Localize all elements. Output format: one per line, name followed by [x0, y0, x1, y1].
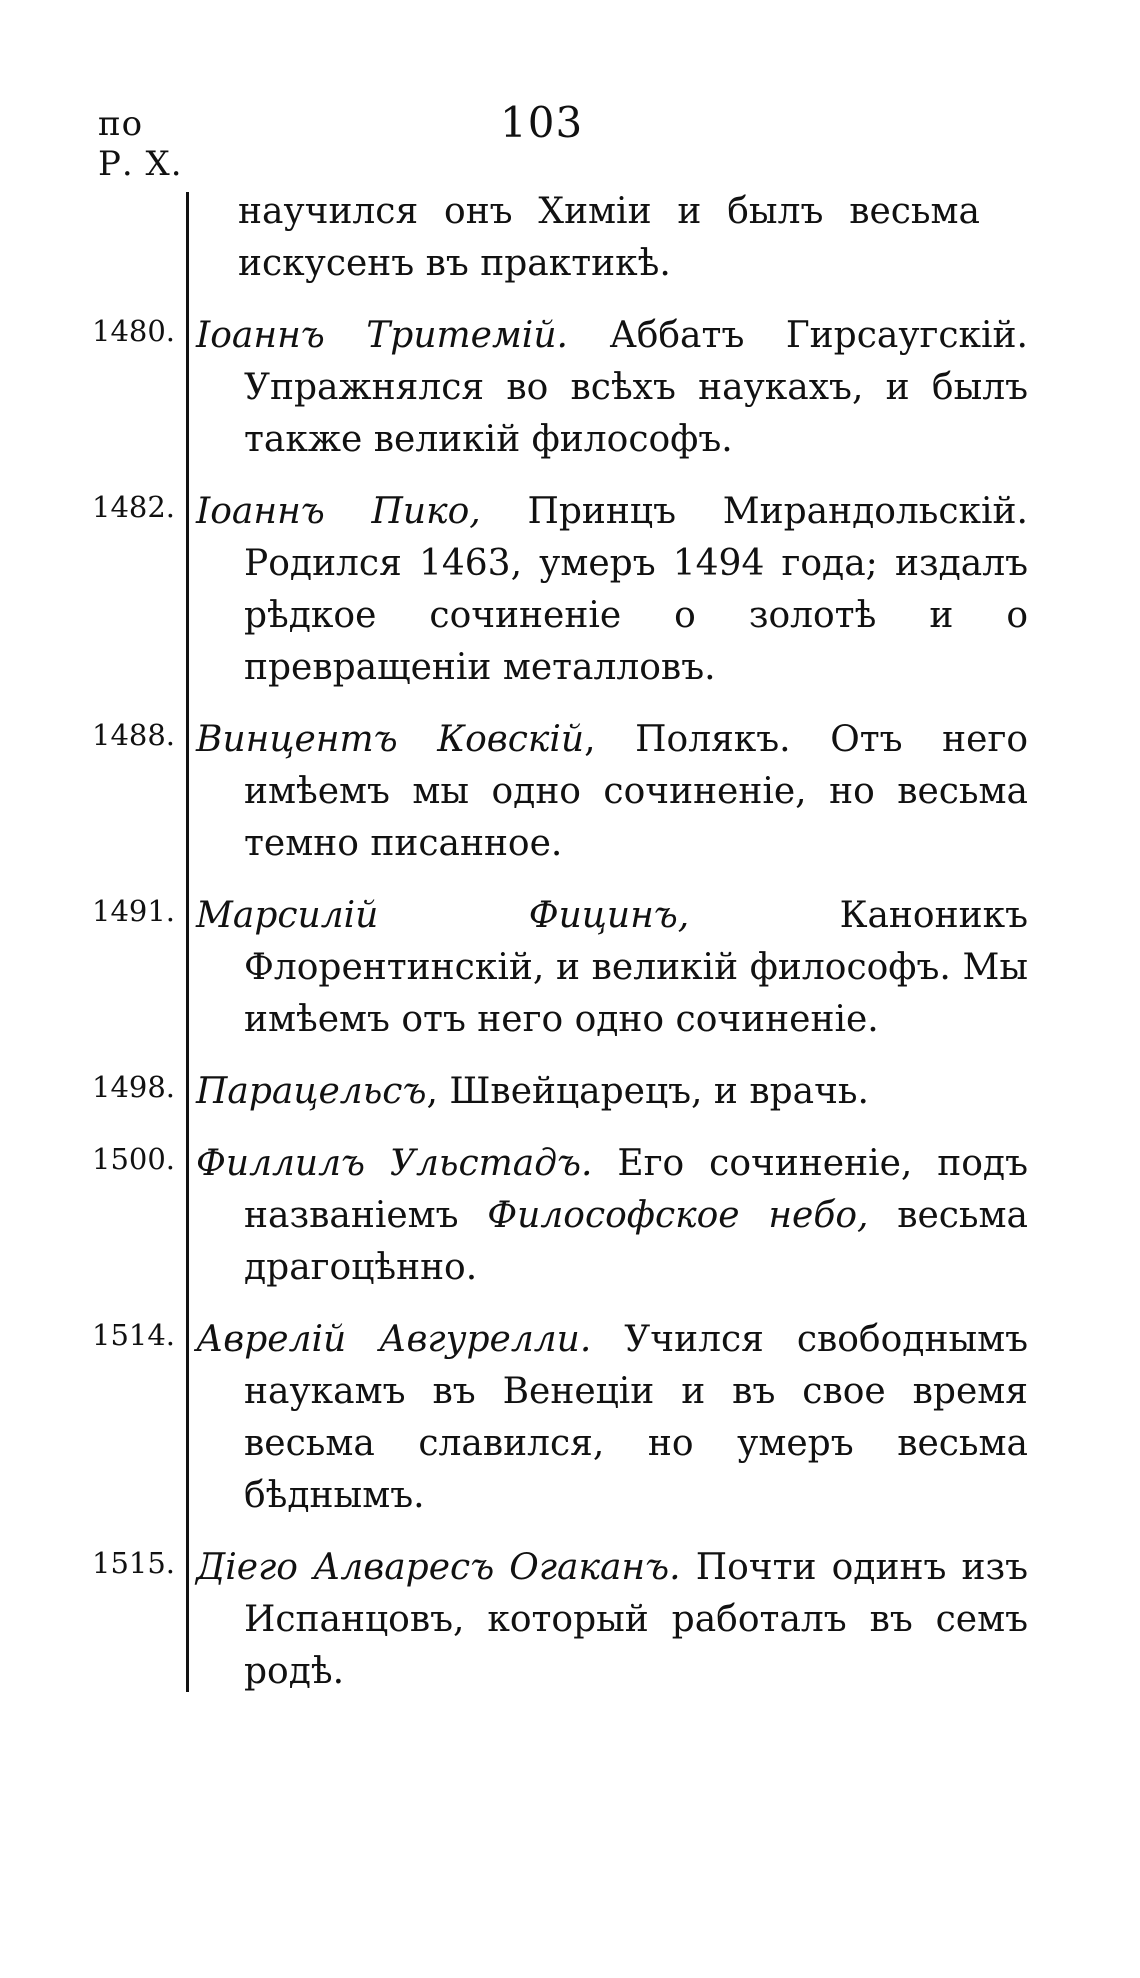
entry-body: Каноникъ Флорентинскій, и великій философъ. Мы имѣемъ отъ него одно сочиненіе.	[244, 895, 1028, 1040]
list-item	[0, 890, 1140, 1046]
list-item	[0, 310, 1140, 466]
entry-year: 1500.	[92, 1142, 176, 1176]
entry-name: Винцентъ Ковскій	[196, 719, 585, 760]
entry-text	[196, 310, 1028, 466]
era-header	[98, 104, 183, 184]
entry-name: Филлилъ Ульстадъ.	[196, 1143, 593, 1184]
entry-body: Его сочиненіе, подъ названіемъ	[244, 1143, 1028, 1236]
entry-year: 1498.	[92, 1070, 176, 1104]
entry-name: Аврелій Авгурелли.	[196, 1319, 592, 1360]
list-item	[0, 1138, 1140, 1294]
entry-body-after: весьма драгоцѣнно.	[244, 1195, 1028, 1288]
entry-year: 1514.	[92, 1318, 176, 1352]
list-item	[0, 1066, 1140, 1118]
entry-text	[196, 1314, 1028, 1522]
entry-body: , Полякъ. Отъ него имѣемъ мы одно сочиненіе, но весьма темно писанное.	[244, 719, 1028, 864]
entry-text	[196, 714, 1028, 870]
entry-body: Учился свободнымъ наукамъ въ Венеціи и въ свое время весьма славился, но умеръ весьма бѣднымъ.	[244, 1319, 1028, 1516]
list-item	[0, 714, 1140, 870]
entry-body: Принцъ Мирандольскій. Родился 1463, умеръ 1494 года; издалъ рѣдкое сочиненіе о золотѣ и о превращеніи металловъ.	[244, 491, 1028, 688]
entry-text	[196, 890, 1028, 1046]
list-item	[0, 1314, 1140, 1522]
entry-text	[196, 1066, 1028, 1118]
entry-body: Аббатъ Гирсаугскій. Упражнялся во всѣхъ наукахъ, и былъ также великій философъ.	[244, 315, 1028, 460]
entry-year: 1482.	[92, 490, 176, 524]
era-line-2: Р. Х.	[98, 144, 183, 184]
entry-body: , Швейцарецъ, и врачь.	[426, 1071, 869, 1112]
page-number: 103	[500, 98, 584, 147]
entry-body: Почти одинъ изъ Испанцовъ, который работалъ въ семъ родѣ.	[244, 1547, 1029, 1692]
entry-year: 1488.	[92, 718, 176, 752]
list-item	[0, 486, 1140, 694]
entry-name: Парацельсъ	[196, 1071, 427, 1112]
entries-list	[0, 186, 1140, 1718]
entry-name: Діего Алваресъ Огаканъ.	[196, 1547, 681, 1588]
entry-name: Іоаннъ Тритемій.	[196, 315, 568, 356]
entry-text	[196, 486, 1028, 694]
era-line-1: по	[98, 104, 144, 144]
entry-text	[196, 1138, 1028, 1294]
entry-year: 1491.	[92, 894, 176, 928]
list-item	[0, 1542, 1140, 1698]
continuation-entry	[0, 186, 1140, 290]
entry-year: 1515.	[92, 1546, 176, 1580]
entry-text	[196, 1542, 1028, 1698]
entry-name: Іоаннъ Пико,	[196, 491, 481, 532]
continuation-text: научился онъ Химіи и былъ весьма искусенъ въ практикѣ.	[238, 191, 980, 284]
entry-italic-title: Философское небо,	[487, 1195, 869, 1236]
entry-year: 1480.	[92, 314, 176, 348]
entry-name: Марсилій Фицинъ,	[196, 895, 690, 936]
